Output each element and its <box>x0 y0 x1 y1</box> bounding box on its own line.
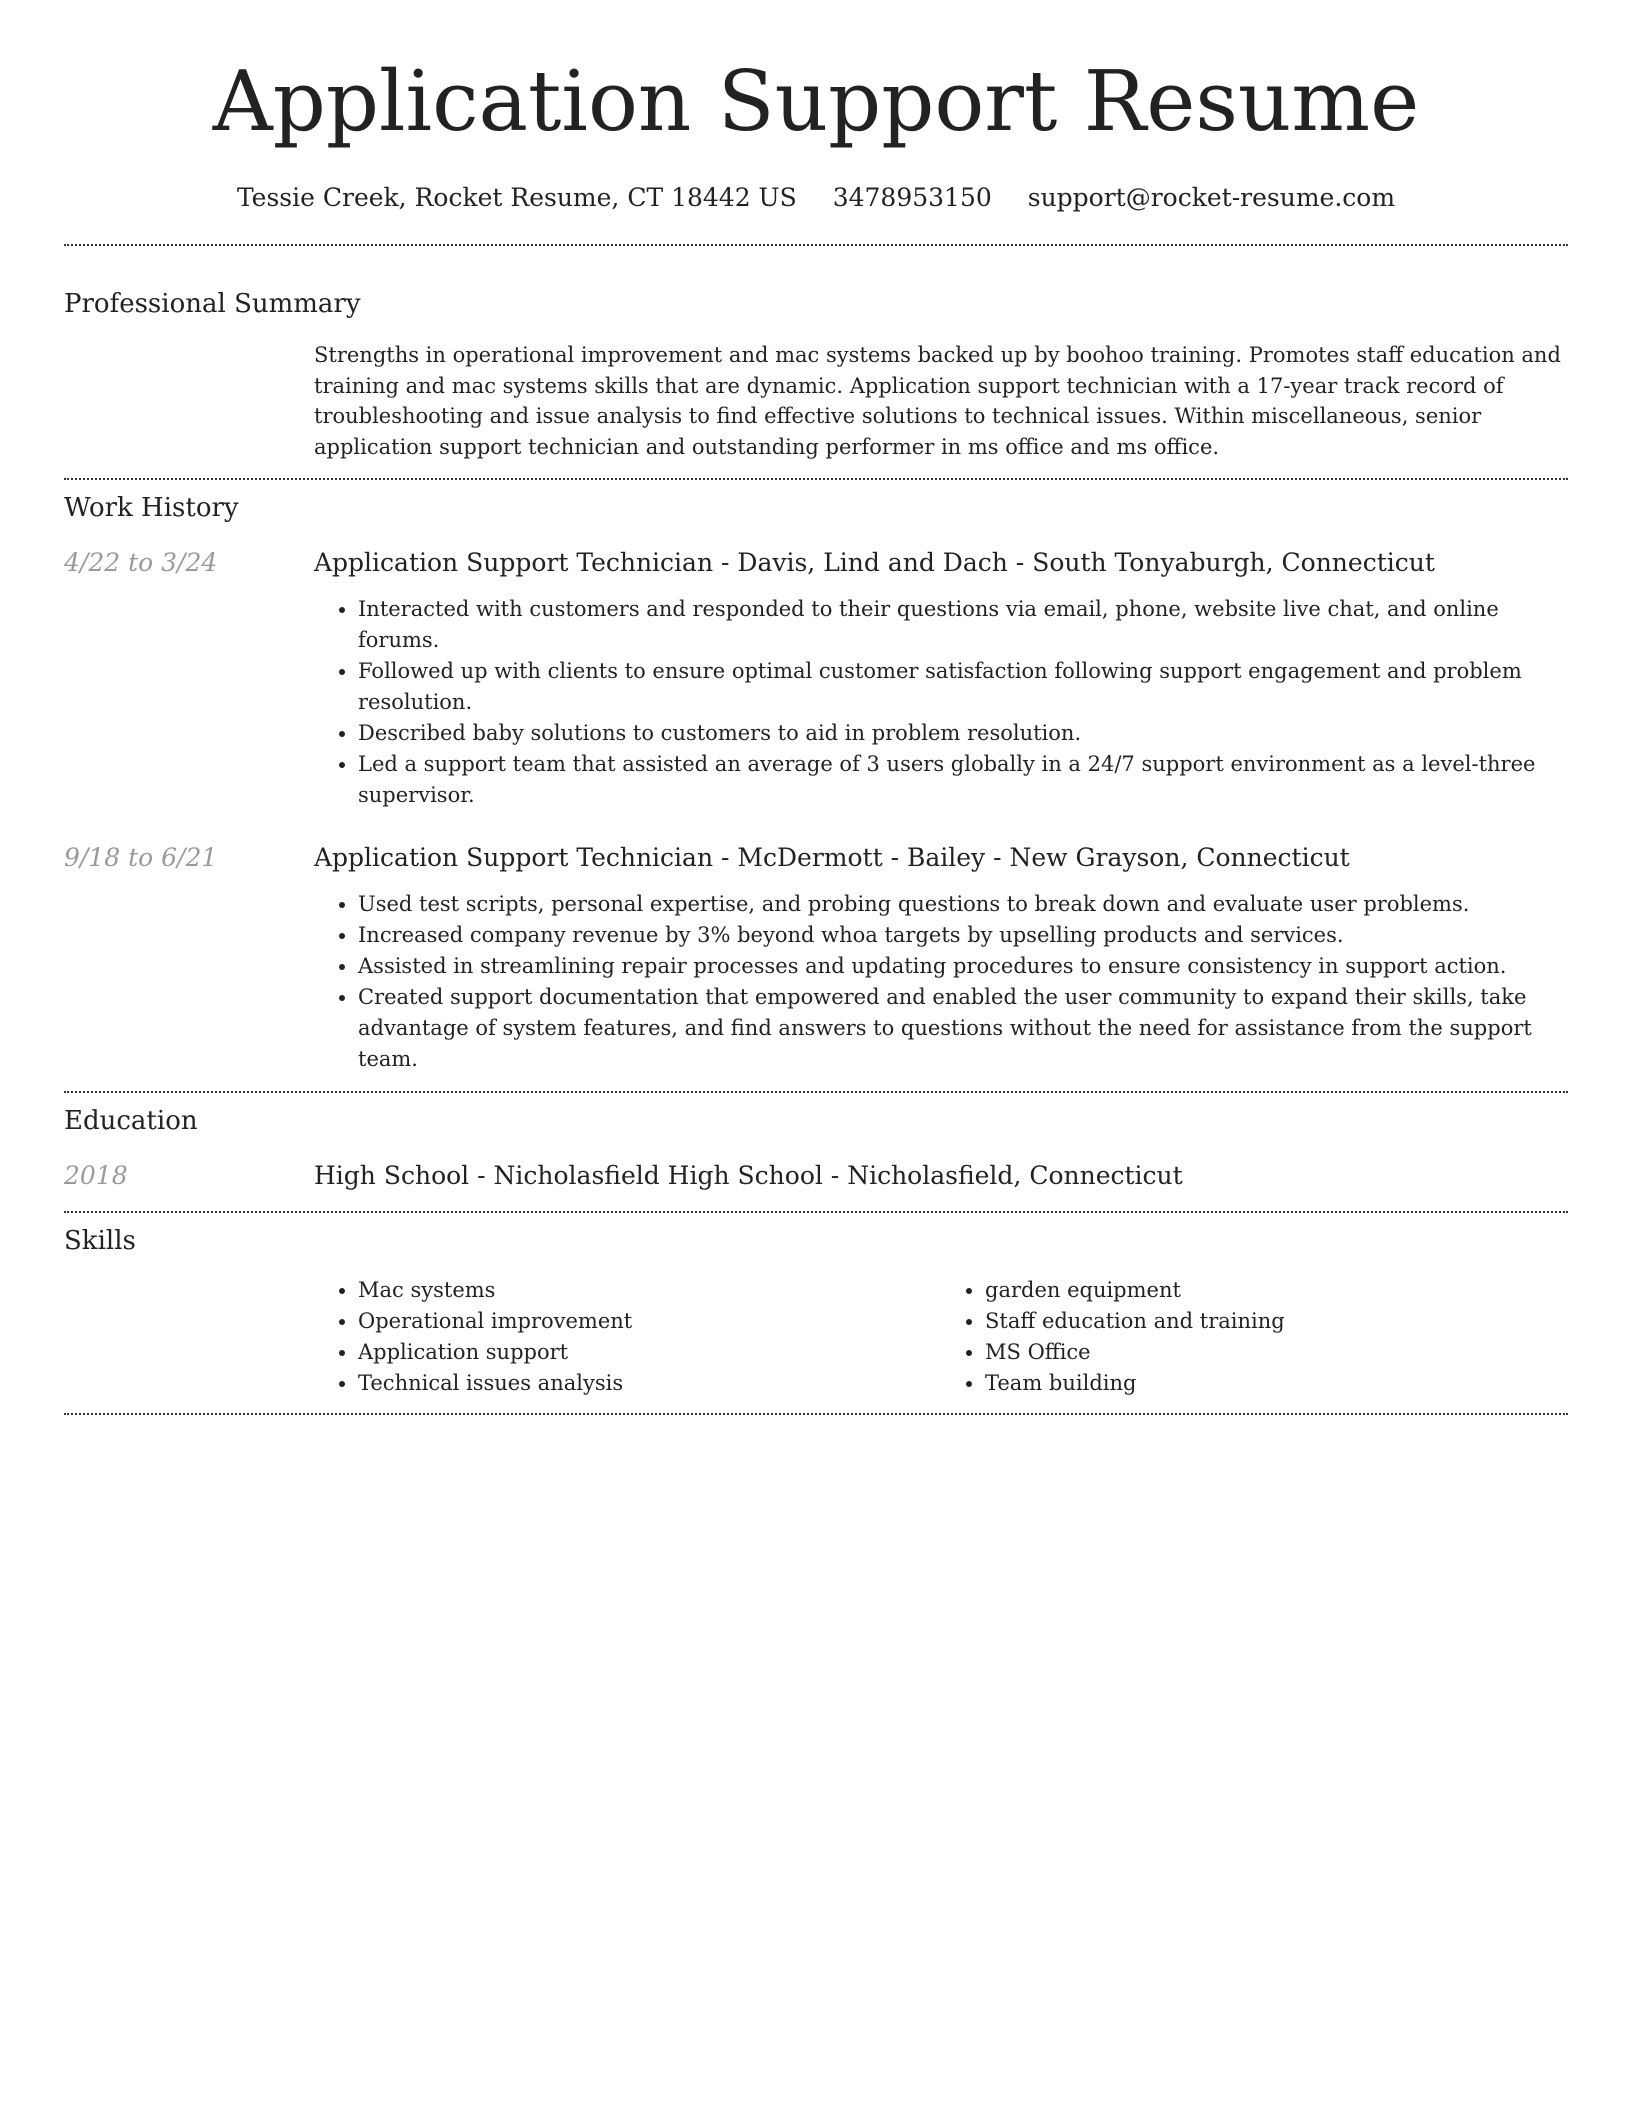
skill-item: • Team building <box>985 1368 1568 1399</box>
job-bullet: • Used test scripts, personal expertise, and probing questions to break down and evaluate user problems. <box>358 889 1568 920</box>
skills-section <box>64 1223 1568 1399</box>
section-divider <box>64 1091 1568 1093</box>
job-entry <box>64 546 1568 811</box>
contact-address: Tessie Creek, Rocket Resume, CT 18442 US <box>236 183 797 212</box>
job-title: Application Support Technician - Davis, Lind and Dach - South Tonyaburgh, Connecticut <box>314 548 1435 577</box>
job-bullet: • Described baby solutions to customers to aid in problem resolution. <box>358 718 1568 749</box>
skills-grid <box>314 1275 1568 1399</box>
job-bullet: • Increased company revenue by 3% beyond whoa targets by upselling products and services. <box>358 920 1568 951</box>
work-history-section <box>64 490 1568 1075</box>
job-bullet: • Interacted with customers and responded to their questions via email, phone, website live chat, and online forums. <box>358 594 1568 656</box>
work-history-heading: Work History <box>64 493 239 523</box>
education-details <box>314 1159 1568 1193</box>
job-dates: 9/18 to 6/21 <box>64 843 218 872</box>
education-entry <box>64 1159 1568 1193</box>
skill-item: • Operational improvement <box>358 1306 941 1337</box>
section-divider <box>64 1211 1568 1213</box>
skills-column-right <box>941 1275 1568 1399</box>
summary-section <box>64 286 1568 462</box>
education-heading: Education <box>64 1106 198 1136</box>
summary-heading: Professional Summary <box>64 289 361 319</box>
job-bullet: • Led a support team that assisted an average of 3 users globally in a 24/7 support environment as a level-three supervisor. <box>358 749 1568 811</box>
job-bullets <box>314 889 1568 1075</box>
job-bullet: • Created support documentation that empowered and enabled the user community to expand their skills, take advantage of system features, and find answers to questions without the need for assistance from the support team. <box>358 982 1568 1075</box>
job-details <box>314 841 1568 1075</box>
skill-item: • garden equipment <box>985 1275 1568 1306</box>
skill-item: • Technical issues analysis <box>358 1368 941 1399</box>
summary-text: Strengths in operational improvement and mac systems backed up by boohoo training. Promotes staff education and training and mac systems skills that are dynamic. Application support technician with a 17-year track record of troubleshooting and issue analysis to find effective solutions to technical issues. Within miscellaneous, senior application support technician and outstanding performer in ms office and ms office. <box>314 343 1561 459</box>
education-title: High School - Nicholasfield High School - Nicholasfield, Connecticut <box>314 1161 1183 1190</box>
contact-line <box>64 180 1568 216</box>
skill-item: • MS Office <box>985 1337 1568 1368</box>
job-bullets <box>314 594 1568 811</box>
skill-item: • Application support <box>358 1337 941 1368</box>
skill-item: • Staff education and training <box>985 1306 1568 1337</box>
job-bullet: • Assisted in streamlining repair processes and updating procedures to ensure consistency in support action. <box>358 951 1568 982</box>
contact-email: support@rocket-resume.com <box>1027 183 1396 212</box>
job-details <box>314 546 1568 811</box>
job-title: Application Support Technician - McDermott - Bailey - New Grayson, Connecticut <box>314 843 1350 872</box>
section-divider <box>64 1413 1568 1415</box>
section-divider <box>64 244 1568 246</box>
skills-column-left <box>314 1275 941 1399</box>
contact-phone: 3478953150 <box>832 183 992 212</box>
section-divider <box>64 478 1568 480</box>
resume-title: Application Support Resume <box>212 53 1420 150</box>
resume-page <box>64 0 1568 1415</box>
job-dates: 4/22 to 3/24 <box>64 548 218 577</box>
education-dates: 2018 <box>64 1161 128 1190</box>
skill-item: • Mac systems <box>358 1275 941 1306</box>
job-entry <box>64 841 1568 1075</box>
job-bullet: • Followed up with clients to ensure optimal customer satisfaction following support engagement and problem resolution. <box>358 656 1568 718</box>
skills-heading: Skills <box>64 1226 136 1256</box>
education-section <box>64 1103 1568 1193</box>
